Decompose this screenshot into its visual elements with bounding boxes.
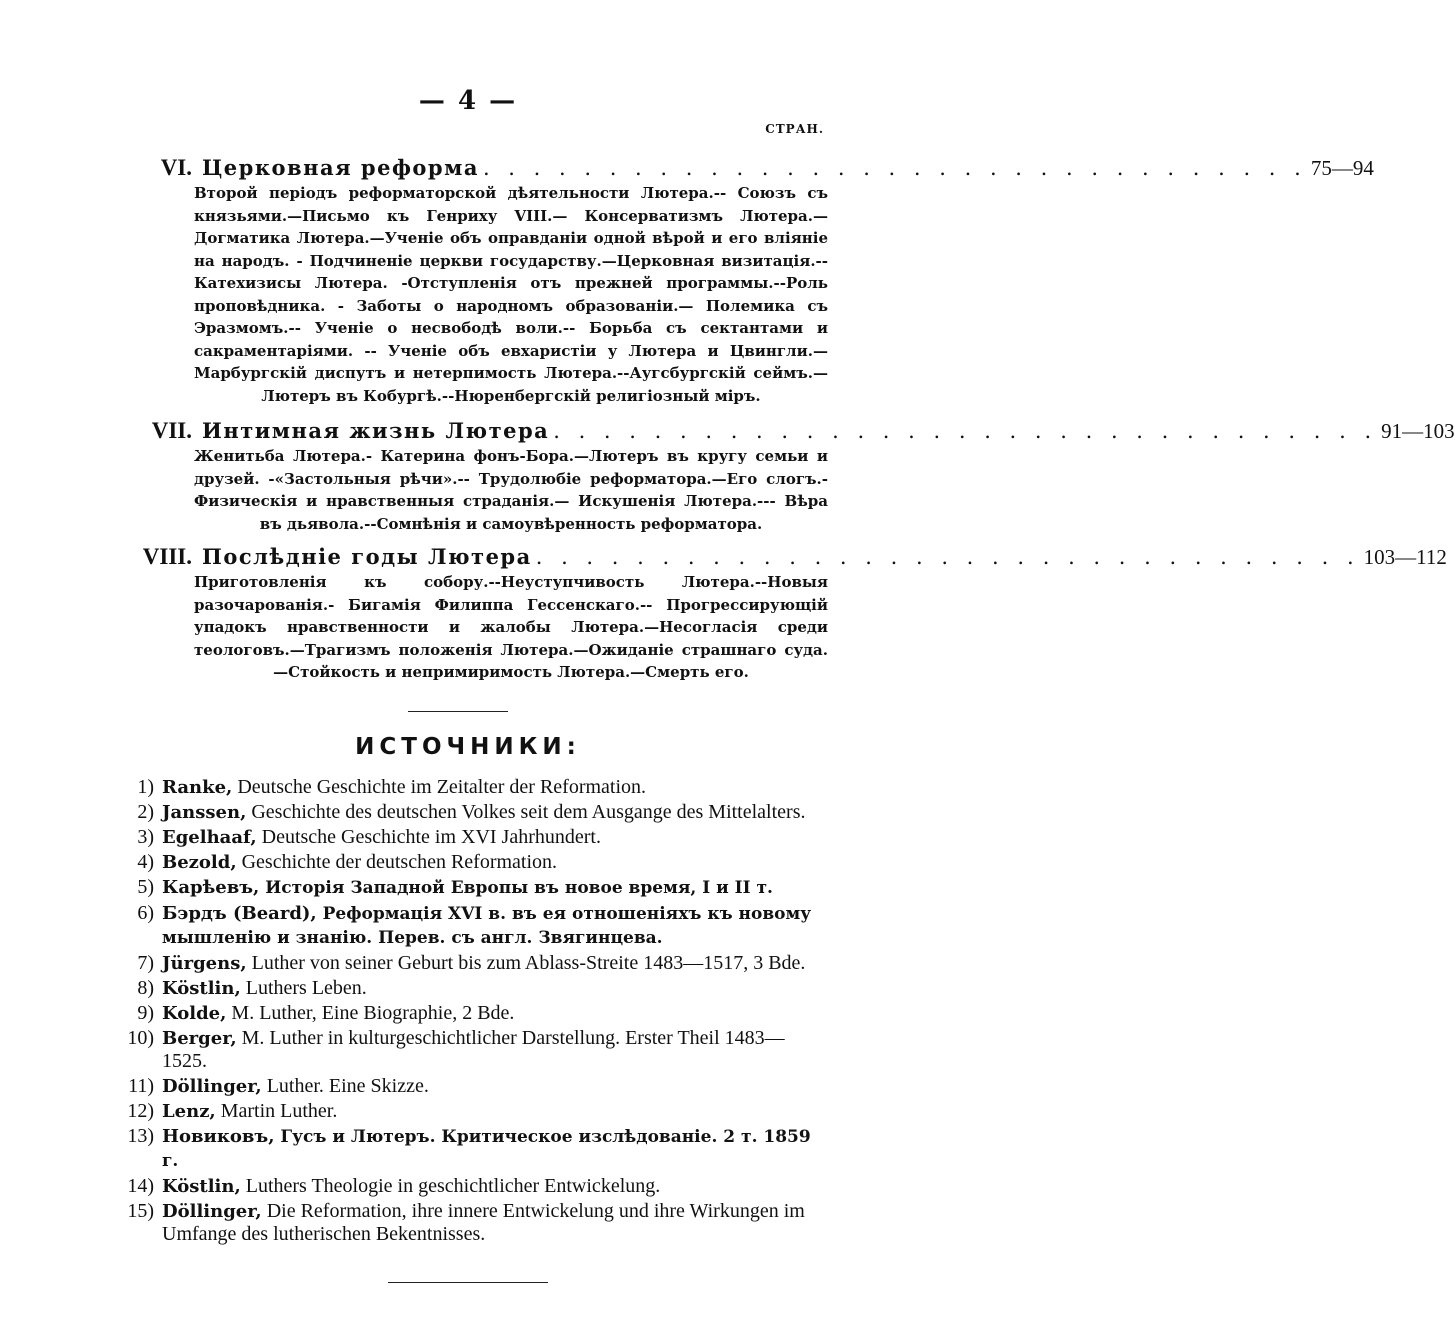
source-title: Geschichte der deutschen Reformation.: [236, 851, 558, 873]
column-header-pages: СТРАН.: [765, 122, 824, 136]
leader-dots: . . . . . . . . . . . . . . . . . . . . . . . . . . . . . . . . .: [535, 545, 1360, 569]
source-number: 3): [137, 826, 154, 848]
source-author: Ranke,: [162, 777, 233, 798]
source-item: [118, 902, 823, 950]
source-number: 7): [137, 952, 154, 974]
source-author: Janssen,: [162, 802, 247, 823]
source-author: Lenz,: [162, 1101, 216, 1122]
source-item: [118, 1075, 823, 1098]
source-title: Deutsche Geschichte im Zeitalter der Reformation.: [232, 776, 647, 798]
source-number: 6): [137, 902, 154, 924]
page-number: — 4 —: [418, 86, 518, 116]
source-author: Kolde,: [162, 1003, 227, 1024]
source-number: 9): [137, 1002, 154, 1024]
source-item: [118, 826, 823, 849]
source-author: Карѣевъ,: [162, 877, 260, 898]
source-number: 12): [127, 1100, 154, 1122]
leader-dots: . . . . . . . . . . . . . . . . . . . . . . . . . . . . . . . . .: [553, 419, 1378, 443]
sources-list: [118, 776, 823, 1248]
source-number: 15): [127, 1200, 154, 1222]
chapter-entry: [118, 154, 1374, 407]
source-title: M. Luther in kulturgeschichtlicher Darstellung. Erster Theil 1483—1525.: [162, 1027, 785, 1072]
chapter-entry: [118, 543, 1447, 684]
source-item: [118, 851, 823, 874]
source-number: 4): [137, 851, 154, 873]
source-item: [118, 1175, 823, 1198]
source-number: 8): [137, 977, 154, 999]
source-title: Luther von seiner Geburt bis zum Ablass-Streite 1483—1517, 3 Bde.: [246, 952, 806, 974]
source-author: Бэрдъ (Beard),: [162, 903, 317, 924]
chapter-pages: 75—94: [1310, 156, 1374, 180]
chapter-summary: Приготовленія къ собору.--Неуступчивость Лютера.--Новыя разочарованія.- Бигамія Филиппа Гессенскаго.-- Прогрессирующій упадокъ нравственности и жалобы Лютера.—Несогласія среди теологовъ.—Трагизмъ положенія Лютера.—Ожиданіе страшнаго суда.—Стойкость и непримиримость Лютера.—Смерть его.: [194, 573, 828, 681]
source-number: 2): [137, 801, 154, 823]
chapter-number: VI.: [160, 155, 192, 180]
source-author: Bezold,: [162, 852, 237, 873]
source-title: Гусъ и Лютеръ. Критическое изслѣдованіе. 2 т. 1859 г.: [162, 1127, 811, 1171]
chapter-title: Церковная реформа: [202, 155, 479, 180]
source-author: Köstlin,: [162, 978, 241, 999]
source-item: [118, 1100, 823, 1123]
source-number: 14): [127, 1175, 154, 1197]
chapter-pages: 103—112: [1363, 545, 1447, 569]
chapter-number: VIII.: [142, 544, 192, 569]
source-item: [118, 1200, 823, 1246]
source-author: Jürgens,: [162, 953, 247, 974]
source-item: [118, 801, 823, 824]
source-author: Egelhaaf,: [162, 827, 257, 848]
source-number: 10): [127, 1027, 154, 1049]
source-title: Deutsche Geschichte im XVI Jahrhundert.: [256, 826, 601, 848]
source-title: Martin Luther.: [215, 1100, 338, 1122]
source-item: [118, 977, 823, 1000]
leader-dots: . . . . . . . . . . . . . . . . . . . . . . . . . . . . . . . . .: [482, 156, 1307, 180]
source-title: Geschichte des deutschen Volkes seit dem Ausgange des Mittelalters.: [246, 801, 806, 823]
source-number: 1): [137, 776, 154, 798]
source-item: [118, 1027, 823, 1073]
divider-rule: [408, 711, 508, 712]
chapter-title: Интимная жизнь Лютера: [202, 418, 550, 443]
source-item: [118, 952, 823, 975]
source-item: [118, 1002, 823, 1025]
source-author: Köstlin,: [162, 1176, 241, 1197]
source-number: 5): [137, 876, 154, 898]
source-title: Реформація XVI в. въ ея отношеніяхъ къ новому мышленію и знанію. Перев. съ англ. Звягинцева.: [162, 904, 812, 948]
chapter-title: Послѣдніе годы Лютера: [202, 544, 532, 569]
chapter-entry: [118, 417, 1455, 535]
source-title: Die Reformation, ihre innere Entwickelung und ihre Wirkungen im Umfange des lutherischen Bekentnisses.: [162, 1200, 805, 1245]
source-item: [118, 776, 823, 799]
source-author: Новиковъ,: [162, 1126, 275, 1147]
source-title: Luthers Theologie in geschichtlicher Entwickelung.: [240, 1175, 661, 1197]
source-title: Luthers Leben.: [240, 977, 367, 999]
chapter-summary: Женитьба Лютера.- Катерина фонъ-Бора.—Лютеръ въ кругу семьи и друзей. -«Застольныя рѣчи».-- Трудолюбіе реформатора.—Его слогъ.- Физическія и нравственныя страданія.— Искушенія Лютера.--- Вѣра въ дьявола.--Сомнѣнія и самоувѣренность реформатора.: [194, 447, 828, 533]
source-author: Berger,: [162, 1028, 237, 1049]
source-author: Döllinger,: [162, 1201, 262, 1222]
divider-rule: [388, 1282, 548, 1283]
source-item: [118, 876, 823, 900]
chapter-pages: 91—103: [1381, 419, 1455, 443]
source-item: [118, 1125, 823, 1173]
chapter-summary: Второй періодъ реформаторской дѣятельности Лютера.-- Союзъ съ князьями.—Письмо къ Генриху VIII.— Консерватизмъ Лютера.—Догматика Лютера.—Ученіе объ оправданіи одной вѣрой и его вліяніе на народъ. - Подчиненіе церкви государству.—Церковная визитація.--Катехизисы Лютера. -Отступленія отъ прежней программы.--Роль проповѣдника. - Заботы о народномъ образованіи.— Полемика съ Эразмомъ.-- Ученіе о несвободѣ воли.-- Борьба съ сектантами и сакраментаріями. -- Ученіе объ евхаристіи у Лютера и Цвингли.—Марбургскій диспутъ и нетерпимость Лютера.--Аугсбургскій сеймъ.—Лютеръ въ Кобургѣ.--Нюренбергскій религіозный міръ.: [194, 184, 828, 405]
source-title: M. Luther, Eine Biographie, 2 Bde.: [226, 1002, 515, 1024]
source-number: 11): [128, 1075, 154, 1097]
chapter-number: VII.: [151, 418, 192, 443]
source-number: 13): [127, 1125, 154, 1147]
source-author: Döllinger,: [162, 1076, 262, 1097]
source-title: Luther. Eine Skizze.: [261, 1075, 429, 1097]
source-title: Исторія Западной Европы въ новое время, I и II т.: [259, 878, 773, 898]
sources-heading: ИСТОЧНИКИ:: [355, 734, 581, 760]
